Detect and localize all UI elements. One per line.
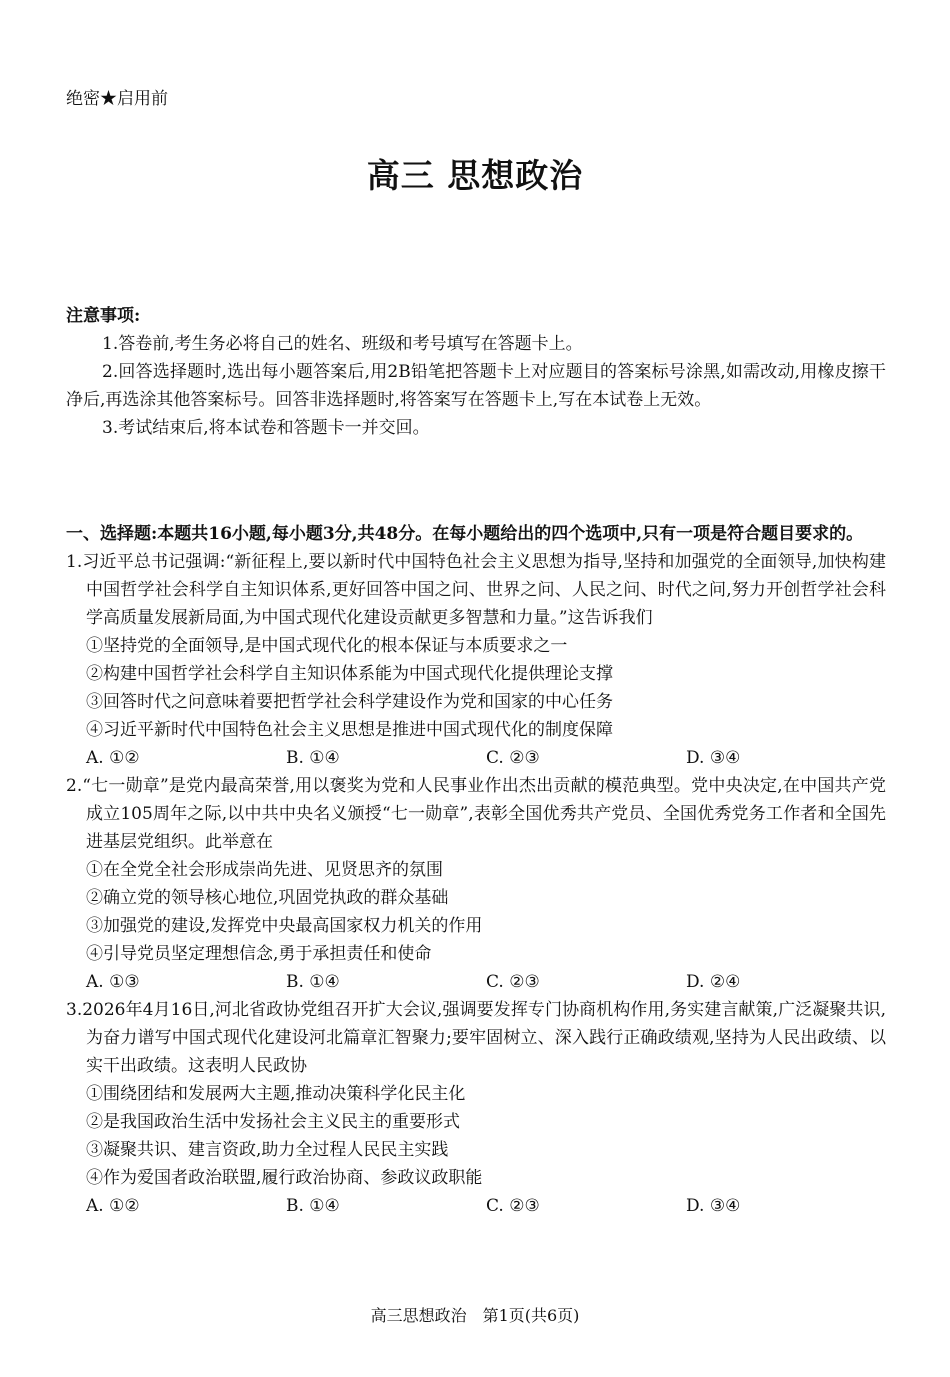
choice-d: D. ②④	[686, 972, 741, 992]
statement-option: ④引导党员坚定理想信念,勇于承担责任和使命	[86, 944, 432, 964]
notes-title: 注意事项:	[66, 306, 141, 326]
statement-option: ③加强党的建设,发挥党中央最高国家权力机关的作用	[86, 916, 483, 936]
choice-c: C. ②③	[486, 748, 540, 768]
note-item: 2.回答选择题时,选出每小题答案后,用2B铅笔把答题卡上对应题目的答案标号涂黑,如需改动,用橡皮擦干净后,再选涂其他答案标号。回答非选择题时,将答案写在答题卡上,写在本试卷上无效。	[66, 362, 886, 410]
statement-option: ②是我国政治生活中发扬社会主义民主的重要形式	[86, 1112, 460, 1132]
statement-option: ③回答时代之问意味着要把哲学社会科学建设作为党和国家的中心任务	[86, 692, 613, 712]
choice-d: D. ③④	[686, 748, 741, 768]
question-stem: 1.习近平总书记强调:“新征程上,要以新时代中国特色社会主义思想为指导,坚持和加强党的全面领导,加快构建中国哲学社会科学自主知识体系,更好回答中国之问、世界之问、人民之问、时代之问,努力开创哲学社会科学高质量发展新局面,为中国式现代化建设贡献更多智慧和力量。”这告诉我们	[66, 552, 886, 628]
multiple-choice-section	[66, 520, 886, 1220]
statement-option: ②确立党的领导核心地位,巩固党执政的群众基础	[86, 888, 449, 908]
secret-mark: 绝密★启用前	[66, 89, 168, 109]
statement-option: ①围绕团结和发展两大主题,推动决策科学化民主化	[86, 1084, 466, 1104]
answer-choices	[66, 744, 886, 772]
statement-option: ①坚持党的全面领导,是中国式现代化的根本保证与本质要求之一	[86, 636, 568, 656]
question-3	[66, 996, 886, 1220]
statement-option: ④作为爱国者政治联盟,履行政治协商、参政议政职能	[86, 1168, 483, 1188]
answer-choices	[66, 968, 886, 996]
choice-c: C. ②③	[486, 1196, 540, 1216]
statement-option: ④习近平新时代中国特色社会主义思想是推进中国式现代化的制度保障	[86, 720, 613, 740]
choice-b: B. ①④	[286, 748, 340, 768]
choice-b: B. ①④	[286, 1196, 340, 1216]
note-item: 1.答卷前,考生务必将自己的姓名、班级和考号填写在答题卡上。	[102, 334, 583, 354]
exam-title: 高三 思想政治	[366, 156, 584, 195]
answer-choices	[66, 1192, 886, 1220]
question-2	[66, 772, 886, 996]
question-stem: 3.2026年4月16日,河北省政协党组召开扩大会议,强调要发挥专门协商机构作用,务实建言献策,广泛凝聚共识,为奋力谱写中国式现代化建设河北篇章汇智聚力;要牢固树立、深入践行正确政绩观,坚持为人民出政绩、以实干出政绩。这表明人民政协	[66, 1000, 886, 1076]
question-stem: 2.“七一勋章”是党内最高荣誉,用以褒奖为党和人民事业作出杰出贡献的模范典型。党中央决定,在中国共产党成立105周年之际,以中共中央名义颁授“七一勋章”,表彰全国优秀共产党员、全国优秀党务工作者和全国先进基层党组织。此举意在	[66, 776, 886, 852]
statement-option: ①在全党全社会形成崇尚先进、见贤思齐的氛围	[86, 860, 443, 880]
choice-d: D. ③④	[686, 1196, 741, 1216]
choice-a: A. ①②	[86, 1196, 140, 1216]
question-1	[66, 548, 886, 772]
choice-c: C. ②③	[486, 972, 540, 992]
page-footer: 高三思想政治 第1页(共6页)	[370, 1306, 580, 1325]
choice-a: A. ①③	[86, 972, 140, 992]
note-item: 3.考试结束后,将本试卷和答题卡一并交回。	[102, 418, 430, 438]
section-heading: 一、选择题:本题共16小题,每小题3分,共48分。在每小题给出的四个选项中,只有一项是符合题目要求的。	[66, 524, 864, 544]
statement-option: ②构建中国哲学社会科学自主知识体系能为中国式现代化提供理论支撑	[86, 664, 613, 684]
statement-option: ③凝聚共识、建言资政,助力全过程人民民主实践	[86, 1140, 449, 1160]
choice-b: B. ①④	[286, 972, 340, 992]
notes-block	[66, 302, 886, 442]
choice-a: A. ①②	[86, 748, 140, 768]
